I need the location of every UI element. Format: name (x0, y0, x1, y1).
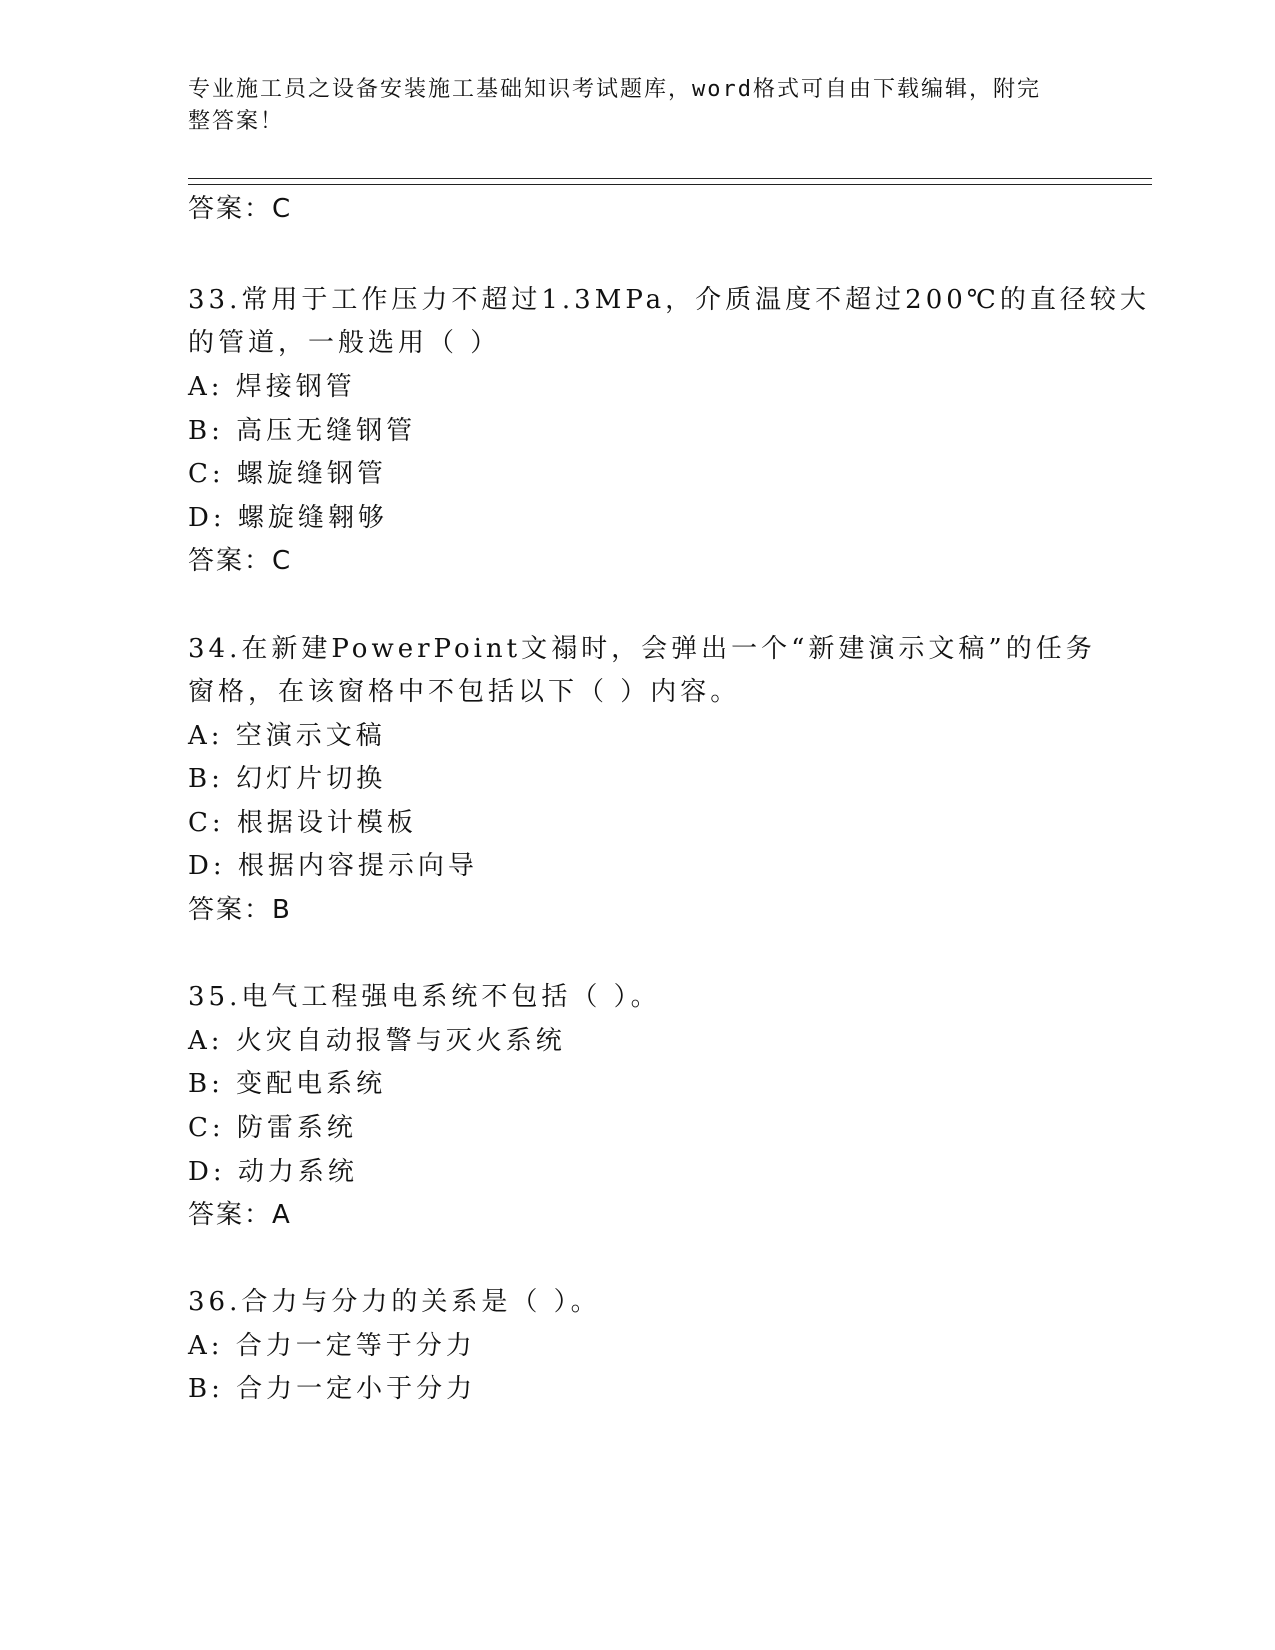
question-35-option-a: A: 火灾自动报警与灭火系统 (188, 1026, 566, 1056)
header-line-1: 专业施工员之设备安装施工基础知识考试题库，word格式可自由下载编辑，附完 (188, 77, 1041, 102)
question-33-option-c: C: 螺旋缝钢管 (188, 459, 387, 489)
question-34-option-a: A: 空演示文稿 (188, 721, 386, 751)
question-33-option-a: A: 焊接钢管 (188, 372, 356, 402)
question-35-option-d: D: 动力系统 (188, 1157, 358, 1187)
question-34-option-c: C: 根据设计模板 (188, 808, 417, 838)
header-rule-top (188, 178, 1152, 179)
question-34-stem-line-2: 窗格，在该窗格中不包括以下（ ）内容。 (188, 677, 741, 707)
question-33-option-d: D: 螺旋缝翱够 (188, 503, 388, 533)
question-33-stem-line-2: 的管道，一般选用（ ） (188, 328, 501, 358)
question-34-stem-line-1: 34.在新建PowerPoint文禢时，会弹出一个“新建演示文稿”的任务 (188, 634, 1096, 664)
question-33-option-b: B: 高压无缝钢管 (188, 416, 417, 446)
question-33-stem-line-1: 33.常用于工作压力不超过1.3MPa，介质温度不超过200℃的直径较大 (188, 285, 1150, 315)
question-35-answer: 答案：A (188, 1200, 292, 1230)
question-34-answer: 答案：B (188, 895, 292, 925)
question-36-option-b: B: 合力一定小于分力 (188, 1374, 477, 1404)
question-36-option-a: A: 合力一定等于分力 (188, 1331, 476, 1361)
header-rule-bottom (188, 184, 1152, 185)
question-35-option-b: B: 变配电系统 (188, 1069, 387, 1099)
question-34-option-b: B: 幻灯片切换 (188, 764, 387, 794)
question-34-option-d: D: 根据内容提示向导 (188, 851, 478, 881)
question-35-stem: 35.电气工程强电系统不包括（ ）。 (188, 982, 661, 1012)
header-line-2: 整答案！ (188, 109, 285, 134)
question-33-answer: 答案：C (188, 546, 293, 576)
page-header (188, 74, 1068, 138)
question-36-stem: 36.合力与分力的关系是（ ）。 (188, 1287, 601, 1317)
prev-answer: 答案：C (188, 194, 293, 224)
question-35-option-c: C: 防雷系统 (188, 1113, 357, 1143)
